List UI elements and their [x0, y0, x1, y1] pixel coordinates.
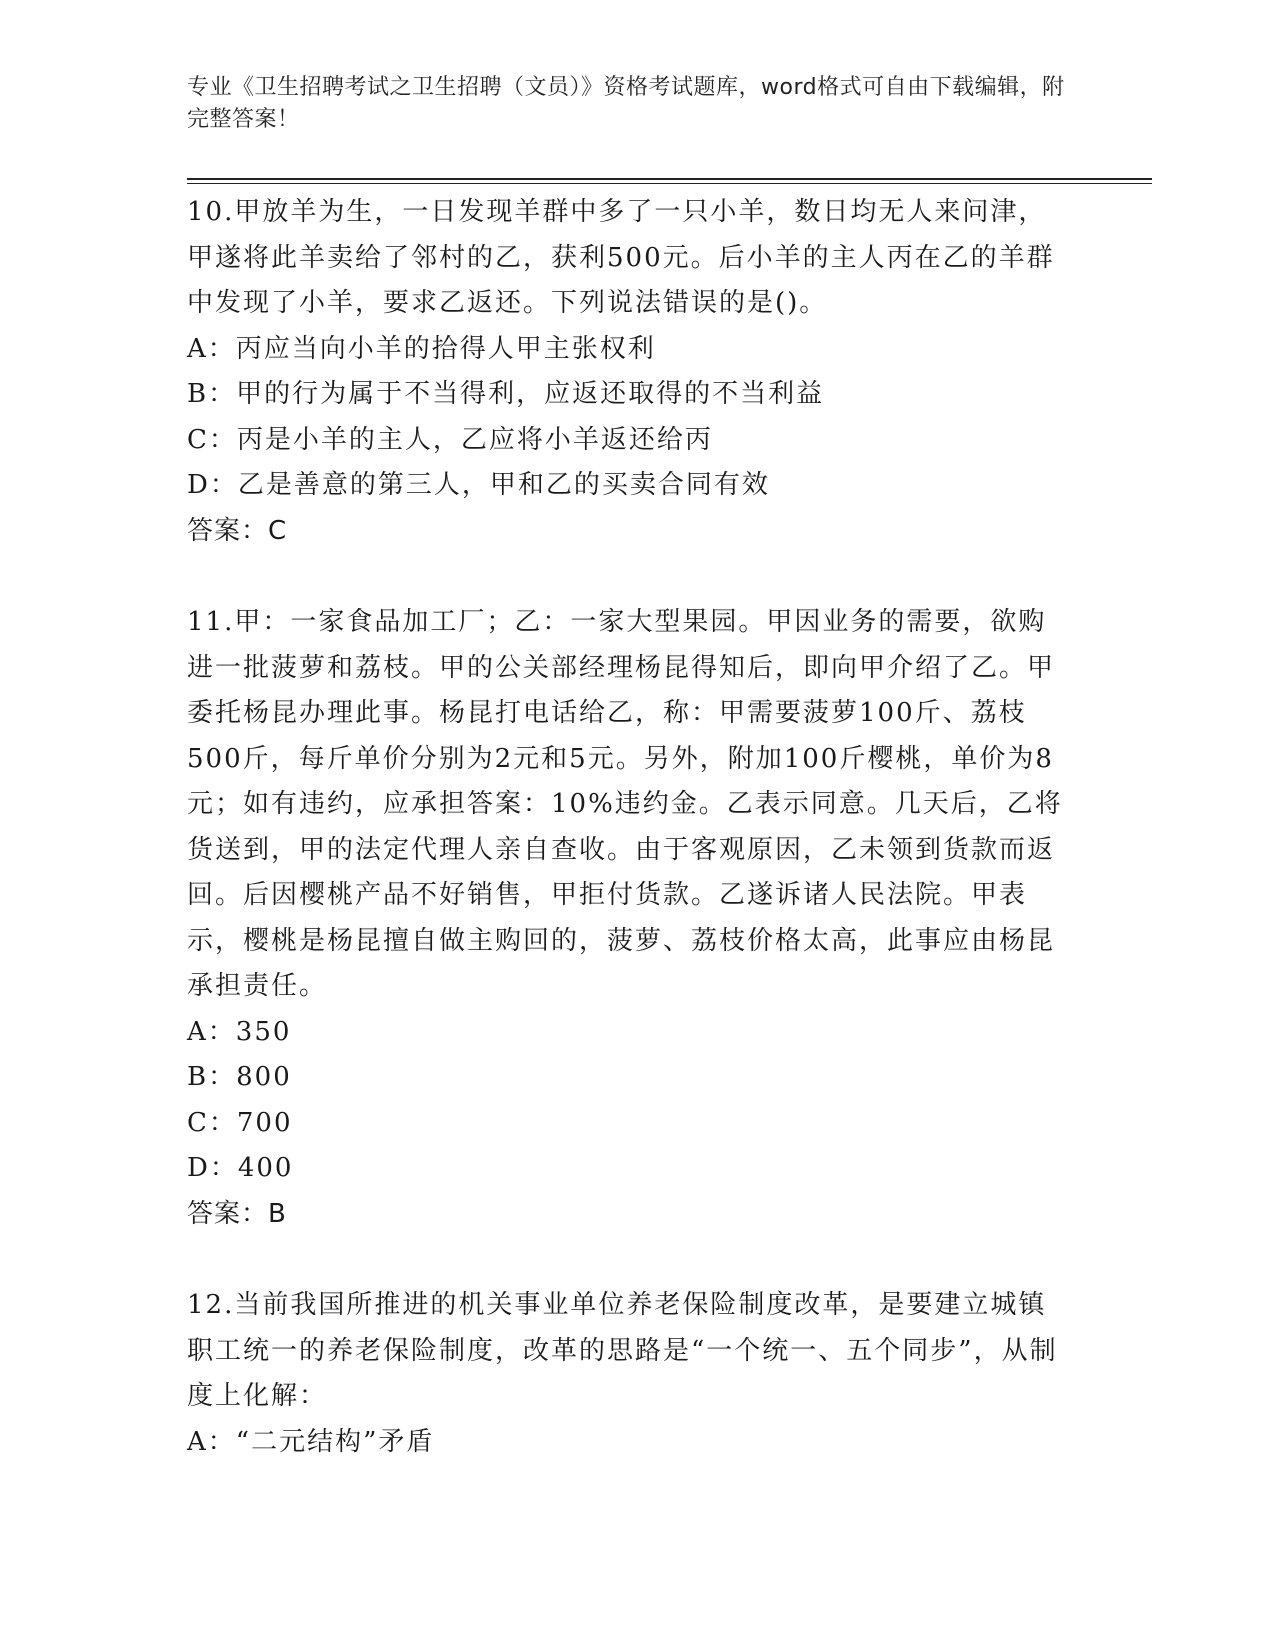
header-rule-thin [187, 183, 1152, 184]
document-body [187, 190, 1067, 1511]
question-11 [187, 600, 1067, 1237]
header-rule-thick [187, 178, 1152, 180]
option-d: D：乙是善意的第三人，甲和乙的买卖合同有效 [187, 470, 770, 500]
answer: 答案：B [187, 1198, 287, 1229]
question-stem: 12.当前我国所推进的机关事业单位养老保险制度改革，是要建立城镇职工统一的养老保险制度，改革的思路是“一个统一、五个同步”，从制度上化解： [187, 1290, 1058, 1411]
option-a: A：350 [187, 1016, 292, 1047]
question-10 [187, 190, 1067, 554]
option-a: A：“二元结构”矛盾 [187, 1426, 435, 1457]
question-stem: 10.甲放羊为生，一日发现羊群中多了一只小羊，数日均无人来问津，甲遂将此羊卖给了邻村的乙，获利500元。后小羊的主人丙在乙的羊群中发现了小羊，要求乙返还。下列说法错误的是()。 [187, 197, 1055, 318]
option-b: B：甲的行为属于不当得利，应返还取得的不当利益 [187, 379, 825, 409]
option-c: C：700 [187, 1107, 293, 1138]
option-a: A：丙应当向小羊的拾得人甲主张权利 [187, 333, 656, 364]
page-header: 专业《卫生招聘考试之卫生招聘（文员）》资格考试题库，word格式可自由下载编辑，附完整答案！ [187, 75, 1065, 132]
question-stem: 11.甲：一家食品加工厂；乙：一家大型果园。甲因业务的需要，欲购进一批菠萝和荔枝。甲的公关部经理杨昆得知后，即向甲介绍了乙。甲委托杨昆办理此事。杨昆打电话给乙，称：甲需要菠萝100斤、荔枝500斤，每斤单价分别为2元和5元。另外，附加100斤樱桃，单价为8元；如有违约，应承担答案：10%违约金。乙表示同意。几天后，乙将货送到，甲的法定代理人亲自查收。由于客观原因，乙未领到货款而返回。后因樱桃产品不好销售，甲拒付货款。乙遂诉诸人民法院。甲表示，樱桃是杨昆擅自做主购回的，菠萝、荔枝价格太高，此事应由杨昆承担责任。 [187, 607, 1063, 1001]
option-d: D：400 [187, 1153, 294, 1183]
question-12 [187, 1283, 1067, 1465]
answer: 答案：C [187, 515, 288, 546]
option-c: C：丙是小羊的主人，乙应将小羊返还给丙 [187, 424, 713, 455]
option-b: B：800 [187, 1062, 292, 1092]
